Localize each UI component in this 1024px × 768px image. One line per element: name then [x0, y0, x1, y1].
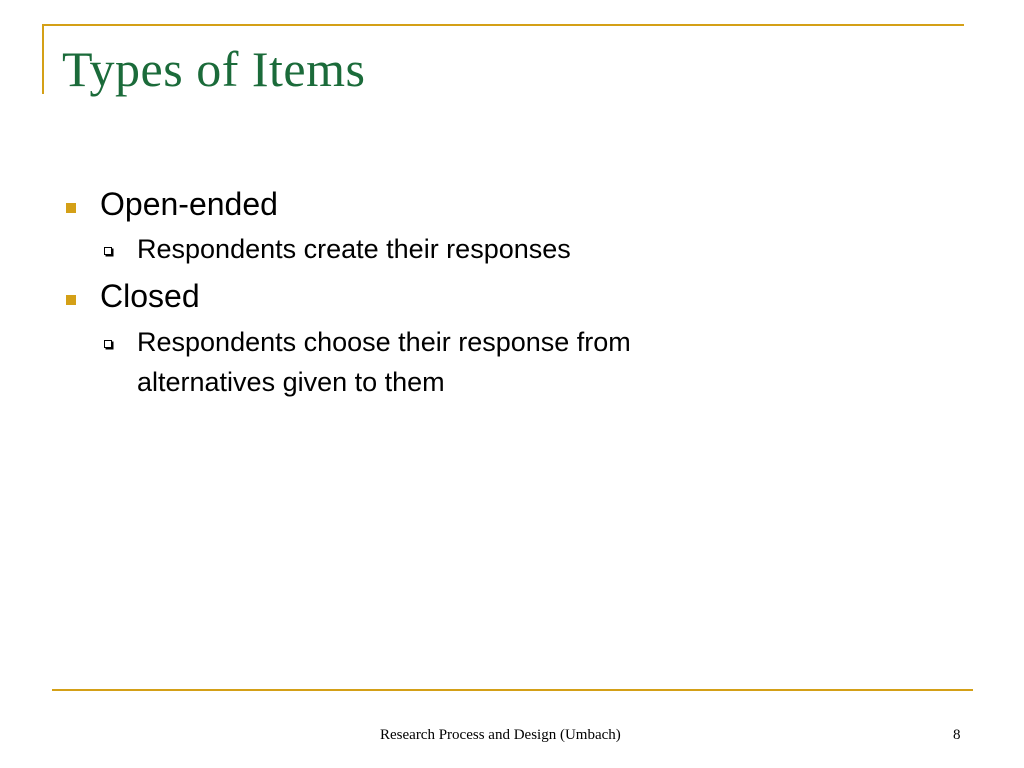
bullet-list [62, 185, 942, 402]
hollow-square-bullet-icon [104, 247, 112, 255]
square-bullet-icon [66, 203, 76, 213]
sub-bullet-label: Respondents create their responses [137, 234, 571, 265]
square-bullet-icon [66, 295, 76, 305]
frame-left-line [42, 24, 44, 94]
sub-bullet-label: Respondents choose their response from alternatives given to them [137, 326, 631, 397]
footer-text: Research Process and Design (Umbach) [380, 727, 621, 743]
bullet-item-open-ended [62, 185, 942, 223]
footer-divider-line [52, 689, 973, 691]
sub-bullet-item [62, 322, 737, 402]
bullet-label: Closed [100, 278, 200, 315]
sub-bullet-item [62, 229, 737, 269]
frame-top-line [42, 24, 964, 26]
page-number: 8 [953, 727, 961, 743]
hollow-square-bullet-icon [104, 340, 112, 348]
bullet-label: Open-ended [100, 186, 278, 222]
bullet-item-closed [62, 277, 942, 315]
slide-title: Types of Items [62, 41, 366, 97]
